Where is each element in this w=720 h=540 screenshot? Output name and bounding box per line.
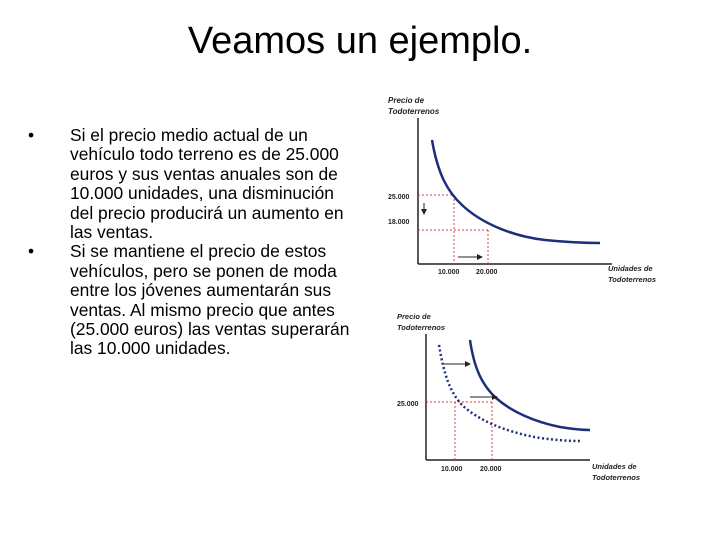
bullet-item: • Si el precio medio actual de un vehículo todo terreno es de 25.000 euros y sus ventas anuales son de 10.000 unidades, una disminución del precio producirá un aumento en las ventas. <box>28 126 358 242</box>
chart2-xlabel-line2: Todoterrenos <box>592 473 641 482</box>
chart2-new-demand-curve <box>470 340 590 430</box>
chart2-ylabel-line1: Precio de <box>397 312 431 321</box>
bullet-item: • Si se mantiene el precio de estos vehículos, pero se ponen de moda entre los jóvenes aumentarán sus ventas. Al mismo precio que antes (25.000 euros) las ventas superarán las 10.000 unidades. <box>28 242 358 358</box>
chart1-demand-curve <box>432 140 600 243</box>
chart2-xtick: 20.000 <box>480 466 502 473</box>
chart1-xtick: 10.000 <box>438 269 460 276</box>
chart2-xtick: 10.000 <box>441 466 463 473</box>
chart1-ylabel-line1: Precio de <box>388 96 425 105</box>
chart2-ytick: 25.000 <box>397 401 419 408</box>
chart1-xlabel-line1: Unidades de <box>608 264 653 273</box>
chart2-ylabel-line2: Todoterrenos <box>397 323 446 332</box>
chart1-ytick: 18.000 <box>388 219 410 226</box>
chart2-xlabel-line1: Unidades de <box>592 462 637 471</box>
chart-1 <box>388 96 656 284</box>
chart-2 <box>397 312 640 482</box>
chart1-ylabel-line2: Todoterrenos <box>388 107 440 116</box>
chart1-xtick: 20.000 <box>476 269 498 276</box>
chart1-ytick: 25.000 <box>388 194 410 201</box>
chart1-xlabel-line2: Todoterrenos <box>608 275 657 284</box>
slide-title: Veamos un ejemplo. <box>187 20 533 62</box>
